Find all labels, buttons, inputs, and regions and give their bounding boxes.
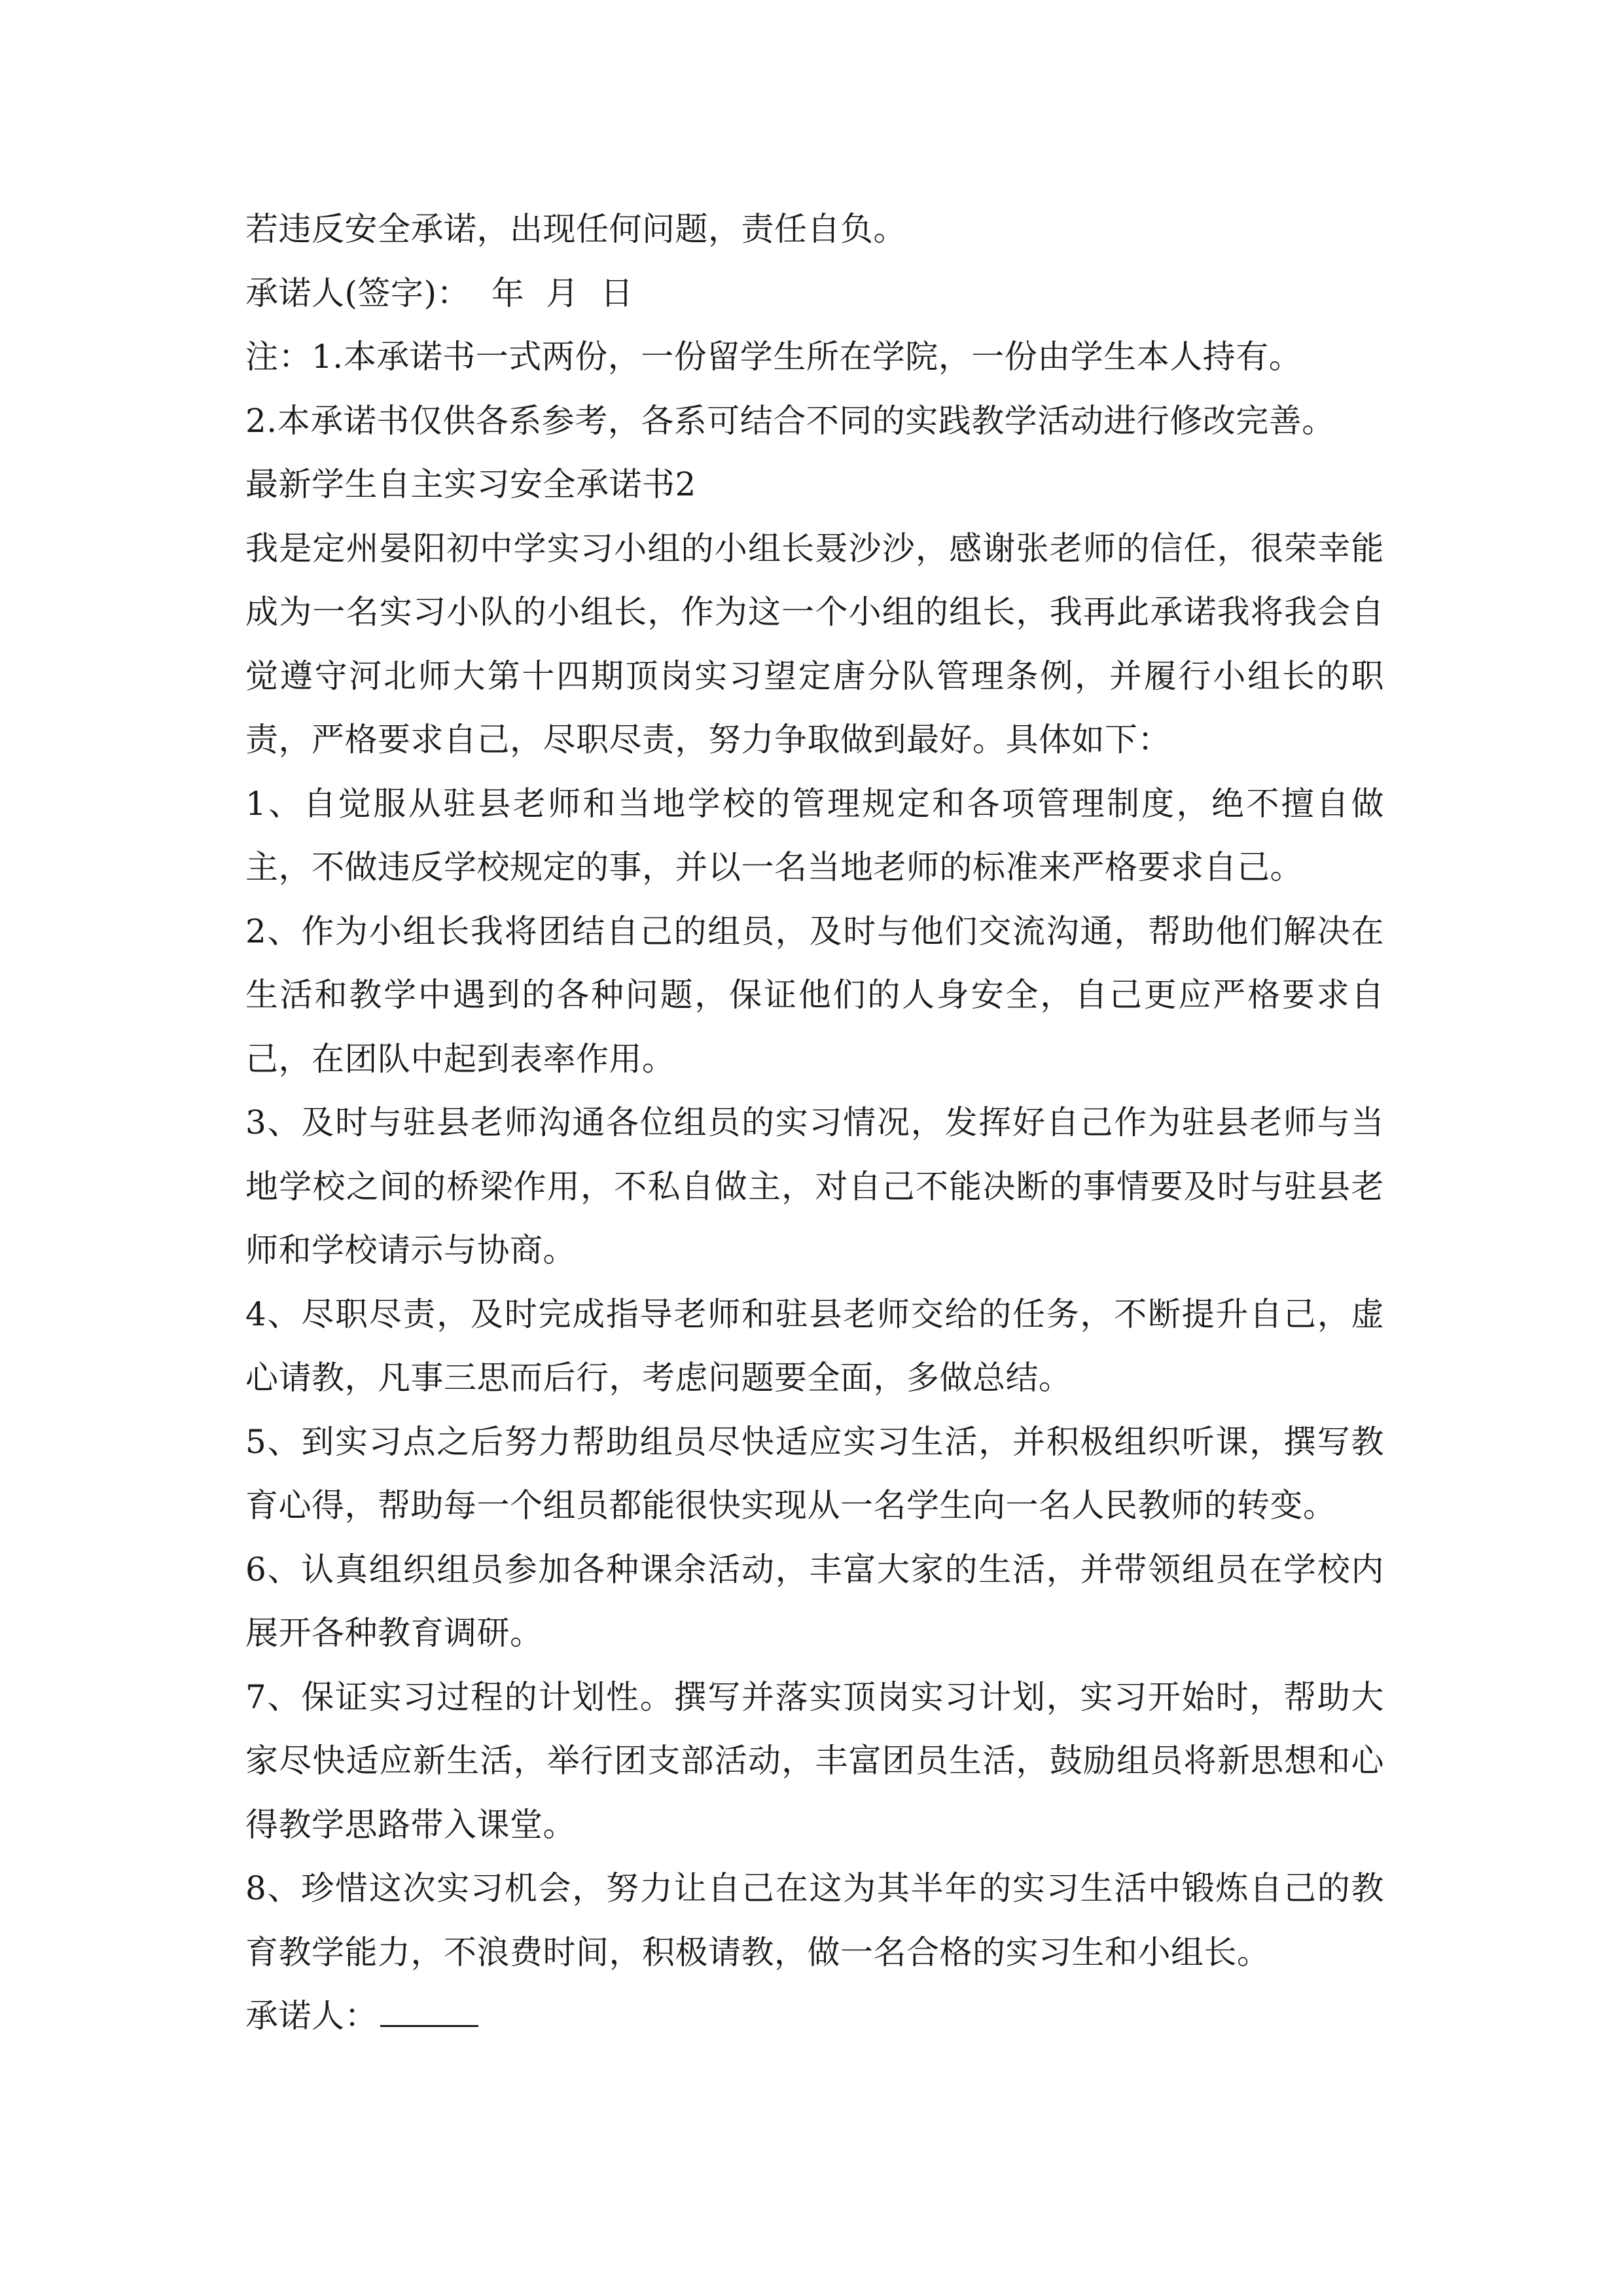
- paragraph-note-2: 2.本承诺书仅供各系参考，各系可结合不同的实践教学活动进行修改完善。: [245, 401, 1335, 440]
- signature-line: [245, 1984, 1384, 2049]
- document-body: [245, 198, 1384, 2049]
- paragraph-intro: 我是定州晏阳初中学实习小组的小组长聂沙沙，感谢张老师的信任，很荣幸能成为一名实习小队的小组长，作为这一个小组的组长，我再此承诺我将我会自觉遵守河北师大第十四期顶岗实习望定唐分队管理条例，并履行小组长的职责，严格要求自己，尽职尽责，努力争取做到最好。具体如下：: [245, 529, 1384, 759]
- list-item-1: 1、自觉服从驻县老师和当地学校的管理规定和各项管理制度，绝不擅自做主，不做违反学校规定的事，并以一名当地老师的标准来严格要求自己。: [245, 784, 1384, 886]
- signature-blank: [380, 1994, 478, 2027]
- paragraph-safety-commitment: 若违反安全承诺，出现任何问题，责任自负。: [245, 210, 906, 248]
- list-item-4: 4、尽职尽责，及时完成指导老师和驻县老师交给的任务，不断提升自己，虚心请教，凡事三思而后行，考虑问题要全面，多做总结。: [245, 1295, 1384, 1397]
- list-item-7: 7、保证实习过程的计划性。撰写并落实顶岗实习计划，实习开始时，帮助大家尽快适应新生活，举行团支部活动，丰富团员生活，鼓励组员将新思想和心得教学思路带入课堂。: [245, 1677, 1384, 1844]
- list-item-3: 3、及时与驻县老师沟通各位组员的实习情况，发挥好自己作为驻县老师与当地学校之间的桥梁作用，不私自做主，对自己不能决断的事情要及时与驻县老师和学校请示与协商。: [245, 1103, 1384, 1269]
- paragraph-signature-date: 承诺人(签字)： 年 月 日: [245, 274, 633, 312]
- list-item-5: 5、到实习点之后努力帮助组员尽快适应实习生活，并积极组织听课，撰写教育心得，帮助每一个组员都能很快实现从一名学生向一名人民教师的转变。: [245, 1422, 1384, 1524]
- list-item-6: 6、认真组织组员参加各种课余活动，丰富大家的生活，并带领组员在学校内展开各种教育调研。: [245, 1550, 1384, 1652]
- paragraph-note-1: 注：1.本承诺书一式两份，一份留学生所在学院，一份由学生本人持有。: [245, 338, 1302, 376]
- list-item-2: 2、作为小组长我将团结自己的组员，及时与他们交流沟通，帮助他们解决在生活和教学中遇到的各种问题，保证他们的人身安全，自己更应严格要求自己，在团队中起到表率作用。: [245, 912, 1384, 1078]
- signature-label: 承诺人：: [245, 1997, 378, 2035]
- section-heading: 最新学生自主实习安全承诺书2: [245, 465, 696, 503]
- list-item-8: 8、珍惜这次实习机会，努力让自己在这为其半年的实习生活中锻炼自己的教育教学能力，不浪费时间，积极请教，做一名合格的实习生和小组长。: [245, 1869, 1384, 1971]
